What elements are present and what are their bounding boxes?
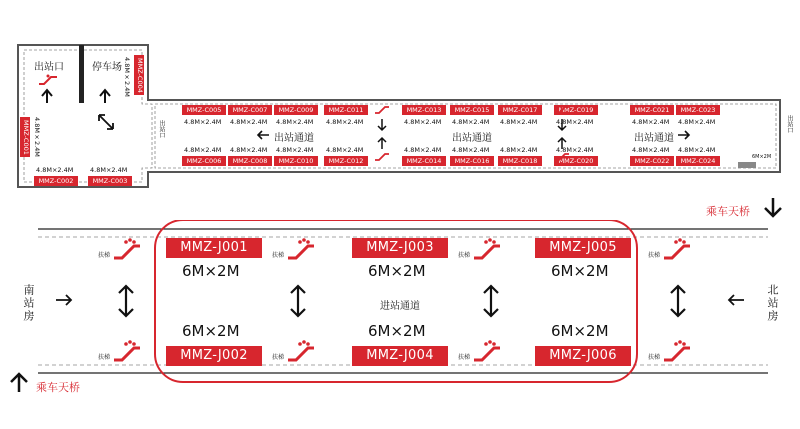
board-size-label: 4.8M×2.4M — [230, 146, 268, 154]
exit-channel-label-1: 出站通道 — [274, 133, 314, 144]
arrow-right-icon — [677, 130, 691, 140]
board-mmz-c016: MMZ-C016 — [450, 156, 494, 166]
board-size-label: 4.8M×2.4M — [678, 146, 716, 154]
board-size-label: 4.8M×2.4M — [500, 146, 538, 154]
board-size-label: 4.8M×2.4M — [276, 146, 314, 154]
board-mmz-j005: MMZ-J005 — [535, 238, 631, 258]
escalator-icon — [554, 152, 570, 162]
board-mmz-c023: MMZ-C023 — [676, 105, 720, 115]
escalator-label: 扶梯 — [98, 354, 111, 361]
board-size-label: 4.8M×2.4M — [404, 146, 442, 154]
up-down-arrow-icon — [668, 284, 688, 318]
board-size-label: 4.8M×2.4M — [556, 146, 594, 154]
up-down-arrow-icon — [288, 284, 308, 318]
board-mmz-c014: MMZ-C014 — [402, 156, 446, 166]
small-board-bar — [738, 162, 756, 168]
small-board-size: 6M×2M — [752, 154, 772, 160]
board-size-label: 4.8M×2.4M — [500, 118, 538, 126]
board-size-label: 6M×2M — [368, 322, 426, 340]
bridge-label-right: 乘车天桥 — [706, 205, 750, 218]
board-size-label: 4.8M×2.4M — [184, 118, 222, 126]
board-mmz-c013: MMZ-C013 — [402, 105, 446, 115]
board-c003: MMZ-C003 — [88, 176, 132, 186]
right-exit-vertical-label: 出站口 — [786, 115, 793, 133]
left-exit-vertical-label: 出站口 — [158, 120, 165, 138]
arrow-up-icon — [376, 136, 388, 150]
board-c001-size: 4.8M×2.4M — [33, 117, 41, 157]
board-c004-size: 4.8M×2.4M — [123, 57, 131, 97]
up-down-arrow-icon — [116, 284, 136, 318]
arrow-down-icon — [556, 118, 568, 132]
board-mmz-c012: MMZ-C012 — [324, 156, 368, 166]
board-size-label: 4.8M×2.4M — [184, 146, 222, 154]
board-mmz-c010: MMZ-C010 — [274, 156, 318, 166]
board-size-label: 4.8M×2.4M — [678, 118, 716, 126]
board-mmz-c022: MMZ-C022 — [630, 156, 674, 166]
arrow-right-icon — [54, 293, 74, 307]
board-size-label: 4.8M×2.4M — [452, 118, 490, 126]
arrow-left-icon — [256, 130, 270, 140]
arrow-left-icon — [726, 293, 746, 307]
board-mmz-j006: MMZ-J006 — [535, 346, 631, 366]
board-size-label: 6M×2M — [551, 322, 609, 340]
exit-channel-label-3: 出站通道 — [634, 133, 674, 144]
board-size-label: 4.8M×2.4M — [556, 118, 594, 126]
board-size-label: 4.8M×2.4M — [632, 118, 670, 126]
board-c002: MMZ-C002 — [34, 176, 78, 186]
board-size-label: 4.8M×2.4M — [404, 118, 442, 126]
escalator-label: 扶梯 — [458, 252, 471, 259]
board-mmz-c005: MMZ-C005 — [182, 105, 226, 115]
board-c004: MMZ-C004 — [134, 55, 144, 95]
board-size-label: 4.8M×2.4M — [326, 146, 364, 154]
escalator-label: 扶梯 — [648, 252, 661, 259]
escalator-label: 扶梯 — [648, 354, 661, 361]
board-size-label: 4.8M×2.4M — [452, 146, 490, 154]
board-mmz-c006: MMZ-C006 — [182, 156, 226, 166]
exit-channel-label-2: 出站通道 — [452, 133, 492, 144]
escalator-label: 扶梯 — [98, 252, 111, 259]
arrow-up-icon — [40, 88, 54, 104]
escalator-icon — [554, 105, 570, 115]
board-mmz-c020: MMZ-C020 — [554, 156, 598, 166]
board-c003-size: 4.8M×2.4M — [90, 166, 128, 174]
arrow-up-icon — [556, 136, 568, 150]
up-down-arrow-icon — [481, 284, 501, 318]
board-mmz-c008: MMZ-C008 — [228, 156, 272, 166]
board-mmz-j003: MMZ-J003 — [352, 238, 448, 258]
arrow-up-icon — [98, 88, 112, 104]
south-station-label: 南站房 — [22, 284, 35, 323]
board-size-label: 6M×2M — [182, 262, 240, 280]
board-c001: MMZ-C001 — [20, 117, 30, 157]
board-mmz-c007: MMZ-C007 — [228, 105, 272, 115]
board-mmz-c018: MMZ-C018 — [498, 156, 542, 166]
board-size-label: 4.8M×2.4M — [276, 118, 314, 126]
entry-channel-label: 进站通道 — [380, 301, 420, 312]
parking-label: 停车场 — [92, 62, 122, 73]
board-mmz-j001: MMZ-J001 — [166, 238, 262, 258]
escalator-icon — [374, 152, 390, 162]
board-mmz-j002: MMZ-J002 — [166, 346, 262, 366]
arrow-down-icon — [762, 196, 784, 220]
arrow-down-icon — [376, 118, 388, 132]
escalator-label: 扶梯 — [458, 354, 471, 361]
board-mmz-c017: MMZ-C017 — [498, 105, 542, 115]
escalator-label: 扶梯 — [272, 252, 285, 259]
exit-label: 出站口 — [34, 62, 64, 73]
bridge-label-left: 乘车天桥 — [36, 381, 80, 394]
north-station-label: 北站房 — [766, 284, 779, 323]
escalator-icon — [38, 74, 58, 86]
board-mmz-c021: MMZ-C021 — [630, 105, 674, 115]
board-mmz-c024: MMZ-C024 — [676, 156, 720, 166]
board-size-label: 6M×2M — [551, 262, 609, 280]
escalator-icon — [374, 105, 390, 115]
diagonal-arrows-icon — [96, 112, 116, 132]
board-size-label: 6M×2M — [368, 262, 426, 280]
board-size-label: 4.8M×2.4M — [230, 118, 268, 126]
escalator-label: 扶梯 — [272, 354, 285, 361]
board-c002-size: 4.8M×2.4M — [36, 166, 74, 174]
board-size-label: 4.8M×2.4M — [326, 118, 364, 126]
board-mmz-c009: MMZ-C009 — [274, 105, 318, 115]
board-mmz-c019: MMZ-C019 — [554, 105, 598, 115]
board-size-label: 4.8M×2.4M — [632, 146, 670, 154]
board-mmz-c011: MMZ-C011 — [324, 105, 368, 115]
board-mmz-j004: MMZ-J004 — [352, 346, 448, 366]
board-size-label: 6M×2M — [182, 322, 240, 340]
board-mmz-c015: MMZ-C015 — [450, 105, 494, 115]
